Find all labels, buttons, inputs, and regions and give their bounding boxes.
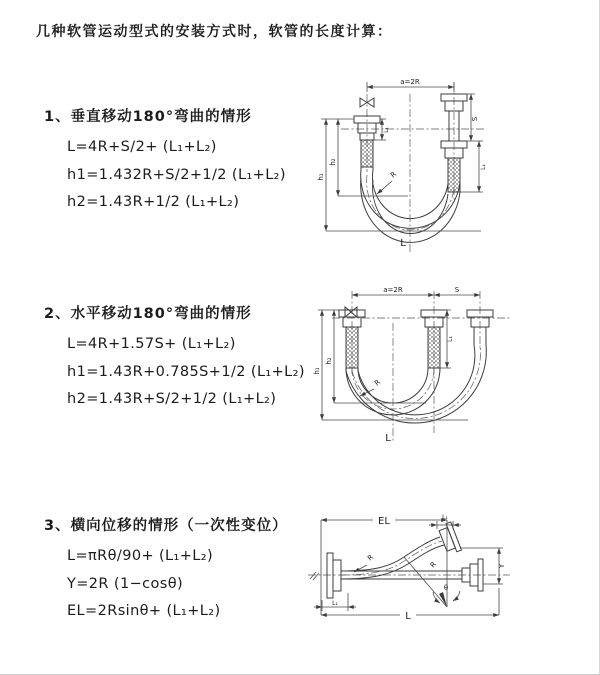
dim-label-y: Y (498, 563, 506, 569)
angle-label-theta: θ (443, 584, 449, 592)
dim-label-s: S (471, 116, 479, 122)
radius-label: R (389, 170, 399, 180)
formula-line: L=πRθ/90+ (L₁+L₂) (67, 548, 214, 564)
radius-leader (377, 181, 392, 194)
section-2-heading: 2、水平移动180°弯曲的情形 (44, 306, 252, 322)
radius-label-1: R (366, 553, 376, 563)
dim-label-h2: h₂ (329, 158, 337, 166)
formula-line: EL=2Rsinθ+ (L₁+L₂) (67, 603, 221, 619)
dim-label-s: S (454, 286, 460, 294)
page-title: 几种软管运动型式的安装方式时，软管的长度计算： (36, 24, 393, 40)
valve-icon (345, 307, 357, 317)
dim-ext-y (460, 548, 503, 584)
dim-label-h1: h₁ (317, 173, 325, 181)
hose-u-arcs-displaced (346, 345, 486, 423)
dim-label-l1-right: L₁ (480, 164, 487, 170)
section-vertical-movement (44, 105, 286, 217)
dim-label-l1: L₁ (447, 336, 454, 342)
length-label: L (385, 433, 391, 444)
formula-line: L=4R+1.57S+ (L₁+L₂) (67, 336, 236, 352)
braided-hose-right (448, 158, 460, 192)
dim-label-a2r: a=2R (383, 286, 403, 294)
section-3-formulas (44, 543, 288, 626)
radius-label-2: R (428, 560, 438, 570)
formula-line: h2=1.43R+S/2+1/2 (L₁+L₂) (67, 391, 277, 407)
left-flange (327, 553, 341, 598)
section-1-heading: 1、垂直移动180°弯曲的情形 (44, 109, 252, 125)
formula-line: h1=1.432R+S/2+1/2 (L₁+L₂) (67, 166, 286, 183)
dim-label-l1-bottom: L₁ (332, 600, 338, 607)
dim-label-h1: h₁ (313, 367, 321, 375)
formula-line: h1=1.43R+0.785S+1/2 (L₁+L₂) (67, 363, 305, 380)
diagram-lateral-displacement (300, 500, 530, 630)
formula-line: Y=2R (1−cosθ) (67, 575, 184, 592)
dim-label-l1-top: L₁ (442, 514, 448, 521)
diagram-horizontal-bend (310, 283, 555, 458)
radius-construction-line (404, 557, 447, 607)
section-3-heading: 3、横向位移的情形（一次性变位） (44, 518, 288, 534)
formula-line: L=4R+S/2+ (L₁+L₂) (67, 139, 217, 155)
tilted-flange (438, 522, 462, 555)
dim-label-l: L (405, 611, 411, 622)
formula-line: h2=1.43R+1/2 (L₁+L₂) (67, 194, 240, 210)
diagram-vertical-bend (313, 72, 548, 262)
section-horizontal-movement (44, 302, 305, 414)
dim-label-a2r: a=2R (400, 78, 420, 86)
hose-displaced-position (341, 537, 444, 579)
braided-hose-left (361, 140, 373, 167)
dim-label-h2: h₂ (325, 357, 333, 365)
braided-hose-left (346, 327, 358, 368)
dim-label-l1-left: L₁ (383, 127, 390, 133)
centerline-break-mark (310, 572, 319, 580)
dim-label-el: EL (378, 516, 390, 527)
length-label: L (400, 238, 406, 249)
section-1-formulas (44, 134, 286, 217)
braided-hose-middle (428, 327, 440, 368)
section-2-formulas (44, 331, 305, 414)
radius-label: R (373, 378, 383, 388)
section-lateral-displacement (44, 514, 288, 626)
angle-arrow-right (453, 591, 460, 601)
